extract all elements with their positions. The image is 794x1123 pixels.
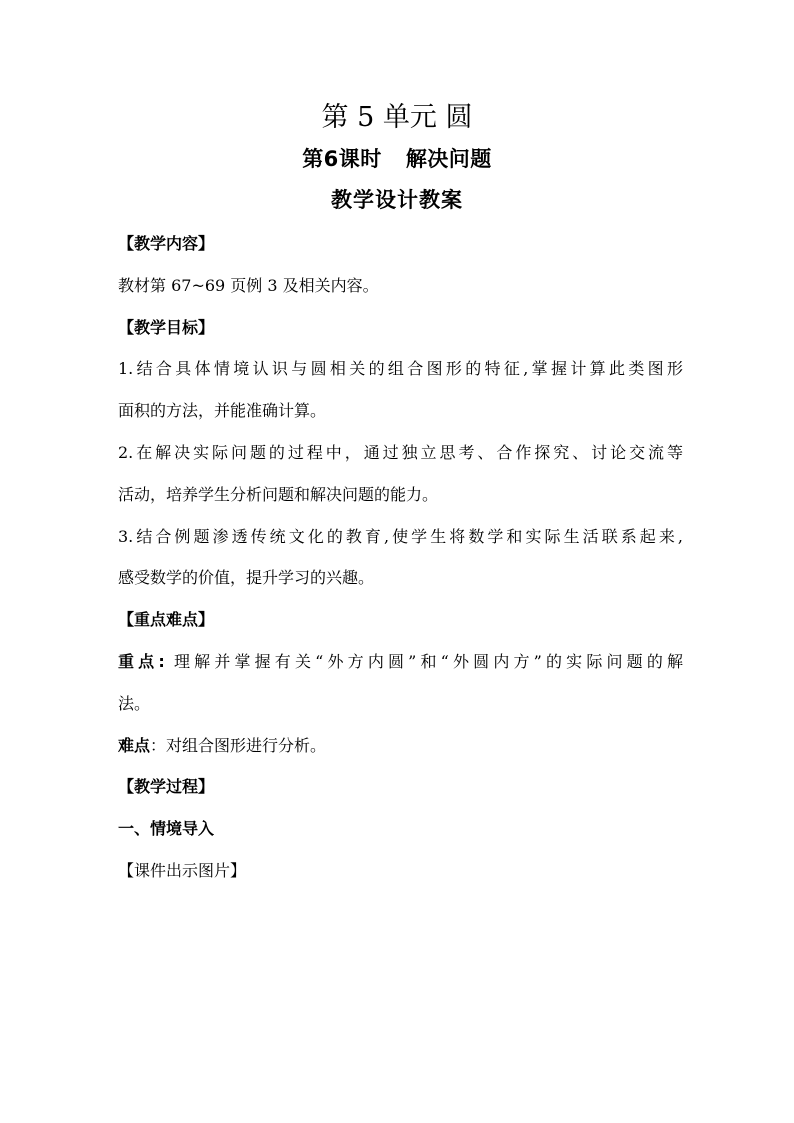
key-point-label: 重点:	[118, 652, 165, 671]
key-point-line-2: 法。	[118, 694, 151, 713]
goal-1-line-2: 面积的方法，并能准确计算。	[118, 401, 327, 420]
step-1-heading: 一、情境导入	[118, 819, 215, 838]
goal-2-line-2: 活动，培养学生分析问题和解决问题的能力。	[118, 485, 439, 504]
difficulty-line	[118, 734, 683, 758]
key-point-line-1	[118, 650, 683, 674]
lesson-number: 第6课时	[302, 147, 382, 171]
section-heading-goals: 【教学目标】	[118, 318, 215, 337]
lesson-topic: 解决问题	[405, 147, 492, 171]
document-type: 教学设计教案	[331, 188, 463, 212]
difficulty-text: ：对组合图形进行分析。	[150, 736, 327, 755]
section-heading-keypoints: 【重点难点】	[118, 610, 215, 629]
goal-3-line-2: 感受数学的价值，提升学习的兴趣。	[118, 568, 375, 587]
courseware-note: 【课件出示图片】	[118, 861, 247, 880]
goal-3-line-1: 3.结合例题渗透传统文化的教育,使学生将数学和实际生活联系起来,	[118, 527, 683, 546]
unit-title: 第 5 单元 圆	[321, 102, 473, 133]
lesson-title	[0, 144, 794, 174]
goal-2-line-1: 2.在解决实际问题的过程中，通过独立思考、合作探究、讨论交流等	[118, 443, 683, 462]
section-heading-content: 【教学内容】	[118, 234, 215, 253]
goal-1-line-1: 1.结合具体情境认识与圆相关的组合图形的特征,掌握计算此类图形	[118, 359, 683, 378]
section-heading-process: 【教学过程】	[118, 777, 215, 796]
difficulty-label: 难点	[118, 736, 151, 755]
key-point-text: 理解并掌握有关“外方内圆”和“外圆内方”的实际问题的解	[164, 652, 683, 671]
content-text: 教材第 67~69 页例 3 及相关内容。	[118, 276, 379, 295]
